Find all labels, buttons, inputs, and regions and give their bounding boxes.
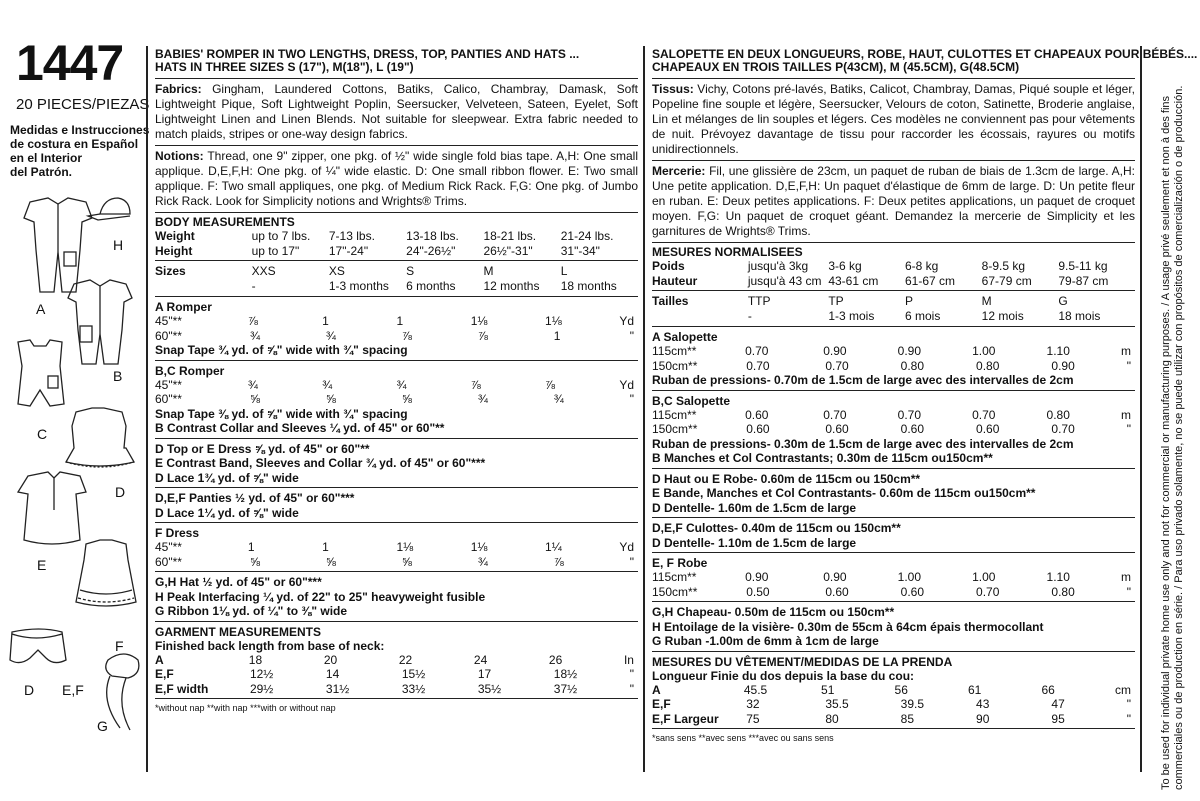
yardage-row: 45"** ¾ ¾ ¾ ⅞ ⅞ Yd xyxy=(155,377,635,392)
divider-line xyxy=(643,46,645,772)
d-lace-note: D Lace 1¾ yd. of ⅝" wide xyxy=(155,470,299,485)
d-lace-note: D Dentelle- 1.10m de 1.5cm de large xyxy=(652,535,857,550)
panties-note: D,E,F Culottes- 0.40m de 115cm ou 150cm** xyxy=(652,521,901,535)
d-lace-note: D Dentelle- 1.60m de 1.5cm de large xyxy=(652,500,857,515)
bc-romper-heading: B,C Salopette xyxy=(652,393,731,408)
spanish-instructions-note xyxy=(10,123,150,179)
garment-row: E,F Largeur 75 80 85 90 95 " xyxy=(652,711,1132,726)
ribbon-note: G Ruban -1.00m de 6mm à 1cm de large xyxy=(652,634,879,648)
contrast-note: B Contrast Collar and Sleeves ¼ yd. of 45" or 60"** xyxy=(155,421,445,435)
title-line-1: BABIES' ROMPER IN TWO LENGTHS, DRESS, TOP, PANTIES AND HATS ... xyxy=(155,47,580,61)
english-panel xyxy=(155,48,638,713)
peak-note: H Entoilage de la visière- 0.30m de 55cm à 64cm épais thermocollant xyxy=(652,619,1044,634)
notions-text: Mercerie: Fil, une glissière de 23cm, un paquet de ruban de biais de 1.3cm de large. A,H: Une petite application. D,E,F,H: Un paquet d'élastique de 6mm de large. D: Un petite fleur en ruban. E: Deux petites applications. F: Deux petites applications, un paquet de croquet moyen. F,G: Un paquet de croquet géant. Demandez la mercerie de Simplicity et les garnitures de Wrights® Trims. xyxy=(652,164,1135,238)
fabrics-text: Tissus: Vichy, Cotons pré-lavés, Batiks, Calicot, Chambray, Damas, Piqué souple et léger, Popeline fine souple et légère, Seersucker, Velours de coton, Satinette, Broderie anglaise, Lin et mélanges de lin souples et légers. Ces modèles ne conviennent pas pour vêtements de nuit. Prévoyez davantage de tissu pour raccorder les écossais, rayures ou motifs unidirectionnels. xyxy=(652,82,1135,156)
garment-measurements-heading: GARMENT MEASUREMENTS xyxy=(155,624,322,639)
footnote: *sans sens **avec sens ***avec ou sans sens xyxy=(652,733,834,743)
view-label-a: A xyxy=(36,301,46,317)
sizes-row: Tailles TTP TP P M G xyxy=(652,294,1068,308)
view-label-d: D xyxy=(115,484,126,500)
snap-tape-note: Snap Tape ¾ yd. of ⅝" wide with ¾" spacing xyxy=(155,343,408,357)
hat-note: G,H Hat ½ yd. of 45" or 60"*** xyxy=(155,575,322,589)
spanish-line: en el Interior xyxy=(10,151,83,165)
garment-row: E,F 32 35.5 39.5 43 47 " xyxy=(652,697,1132,711)
finished-length-label: Finished back length from base of neck: xyxy=(155,638,385,653)
e-band-note: E Contrast Band, Sleeves and Collar ¾ yd. of 45" or 60"*** xyxy=(155,456,486,470)
view-label-g: G xyxy=(97,718,108,734)
a-romper-heading: A Salopette xyxy=(652,330,718,344)
garment-row: A 45.5 51 56 61 66 cm xyxy=(652,682,1131,697)
height-row: Hauteur jusqu'à 43 cm 43-61 cm 61-67 cm 67-79 cm 79-87 cm xyxy=(652,273,1109,288)
disclaimer-line: To be used for individual private home use only and not for commercial or manufacturing purposes. / A usage privé seulement et non à des fins xyxy=(1160,95,1172,790)
panties-note: D,E,F Panties ½ yd. of 45" or 60"*** xyxy=(155,491,355,505)
pattern-number: 1447 xyxy=(16,35,124,91)
hat-note: G,H Chapeau- 0.50m de 115cm ou 150cm** xyxy=(652,605,895,619)
title-line-2: HATS IN THREE SIZES S (17"), M(18"), L (19") xyxy=(155,60,414,74)
garment-row: E,F 12½ 14 15½ 17 18½ " xyxy=(155,667,634,681)
usage-disclaimer xyxy=(1160,50,1186,790)
garment-measurements-heading: MESURES DU VÊTEMENT/MEDIDAS DE LA PRENDA xyxy=(652,654,953,669)
view-label-h: H xyxy=(113,237,124,253)
romper-c-sketch xyxy=(18,340,64,406)
garment-row: A 18 20 22 24 26 In xyxy=(155,652,634,667)
spanish-line: del Patrón. xyxy=(10,165,73,179)
disclaimer-line: commerciales ou de production en série. / Para uso privado solamente, no se puede utilizar con propósitos de comercialización o de producción. xyxy=(1173,85,1185,790)
footnote: *without nap **with nap ***with or without nap xyxy=(155,703,336,713)
f-dress-heading: F Dress xyxy=(155,526,200,540)
spanish-line: de costura en Español xyxy=(10,137,139,151)
height-row: Height up to 17" 17"-24" 24"-26½" 26½"-31" 31"-34" xyxy=(155,243,600,258)
hat-h-sketch xyxy=(88,198,130,220)
yardage-row: 45"** ⅞ 1 1 1⅛ 1⅛ Yd xyxy=(155,314,635,328)
dress-f-sketch xyxy=(76,540,136,606)
panties-sketch xyxy=(10,629,66,663)
yardage-row: 60"** ¾ ¾ ⅞ ⅞ 1 " xyxy=(155,328,634,343)
yardage-row: 115cm** 0.70 0.90 0.90 1.00 1.10 m xyxy=(652,344,1131,358)
yardage-row: 150cm** 0.60 0.60 0.60 0.60 0.70 " xyxy=(652,422,1132,436)
yardage-row: 115cm** 0.90 0.90 1.00 1.00 1.10 m xyxy=(652,570,1131,584)
view-label-d-panties: D xyxy=(24,682,35,698)
yardage-row: 60"** ⅝ ⅝ ⅝ ¾ ⅞ " xyxy=(155,554,634,569)
view-label-c: C xyxy=(37,426,48,442)
d-lace-note: D Lace 1¼ yd. of ⅝" wide xyxy=(155,505,299,520)
view-label-e: E xyxy=(37,557,47,573)
yardage-row: 150cm** 0.70 0.70 0.80 0.80 0.90 " xyxy=(652,358,1132,373)
ages-row: - 1-3 months 6 months 12 months 18 months xyxy=(251,278,617,293)
view-label-ef-panties: E,F xyxy=(62,682,84,698)
divider-line xyxy=(1140,46,1142,772)
snap-tape-note: Ruban de pressions- 0.30m de 1.5cm de large avec des intervalles de 2cm xyxy=(652,436,1074,451)
snap-tape-note: Ruban de pressions- 0.70m de 1.5cm de large avec des intervalles de 2cm xyxy=(652,373,1074,387)
e-band-note: E Bande, Manches et Col Contrastants- 0.60m de 115cm ou150cm** xyxy=(652,486,1036,500)
pieces-count: 20 PIECES/PIEZAS xyxy=(16,96,150,113)
f-dress-heading: E, F Robe xyxy=(652,556,708,570)
yardage-row: 45"** 1 1 1⅛ 1⅛ 1¼ Yd xyxy=(155,540,635,554)
weight-row: Weight up to 7 lbs. 7-13 lbs. 13-18 lbs. 18-21 lbs. 21-24 lbs. xyxy=(155,229,614,243)
body-measurements-heading: MESURES NORMALISEES xyxy=(652,245,803,259)
garment-sketches xyxy=(0,190,150,750)
dress-e-sketch xyxy=(18,472,86,544)
a-romper-heading: A Romper xyxy=(155,300,212,314)
body-measurements-heading: BODY MEASUREMENTS xyxy=(155,215,295,229)
romper-b-sketch xyxy=(68,280,132,364)
ribbon-note: G Ribbon 1⅛ yd. of ¼" to ⅜" wide xyxy=(155,604,348,618)
title-line-2: CHAPEAUX EN TROIS TAILLES P(43CM), M (45.5CM), G(48.5CM) xyxy=(652,60,1020,74)
d-top-note: D Haut ou E Robe- 0.60m de 115cm ou 150cm** xyxy=(652,471,921,486)
fabrics-text: Fabrics: Gingham, Laundered Cottons, Batiks, Calico, Chambray, Damask, Soft Lightweight Pique, Soft Lightweight Poplin, Seersucker, Velveteen, Sateen, Eyelet, Soft Lightweight Linen and Linen Blends. Not suitable for sleepwear. Extra fabric needed to match plaids, stripes or one-way design fabrics. xyxy=(155,82,638,141)
yardage-row: 60"** ⅝ ⅝ ⅝ ¾ ¾ " xyxy=(155,392,634,406)
yardage-row: 150cm** 0.50 0.60 0.60 0.70 0.80 " xyxy=(652,584,1132,599)
snap-tape-note: Snap Tape ⅜ yd. of ⅝" wide with ¾" spacing xyxy=(155,406,408,421)
d-top-note: D Top or E Dress ⅝ yd. of 45" or 60"** xyxy=(155,441,370,456)
peak-note: H Peak Interfacing ¼ yd. of 22" to 25" heavyweight fusible xyxy=(155,589,486,604)
ages-row: - 1-3 mois 6 mois 12 mois 18 mois xyxy=(747,308,1101,323)
spanish-line: Medidas e Instrucciones xyxy=(10,123,150,137)
sizes-row: Sizes XXS XS S M L xyxy=(155,264,568,278)
garment-row: E,F width 29½ 31½ 33½ 35½ 37½ " xyxy=(155,681,634,696)
contrast-note: B Manches et Col Contrastants; 0.30m de 115cm ou150cm** xyxy=(652,451,993,465)
divider-line xyxy=(146,46,148,772)
top-d-sketch xyxy=(66,408,134,467)
view-label-b: B xyxy=(113,368,123,384)
view-label-f: F xyxy=(115,638,124,654)
bonnet-g-sketch xyxy=(106,654,139,730)
title-line-1: SALOPETTE EN DEUX LONGUEURS, ROBE, HAUT, CULOTTES ET CHAPEAUX POUR BÉBÉS.... xyxy=(652,47,1198,61)
romper-a-sketch xyxy=(24,198,92,292)
weight-row: Poids jusqu'à 3kg 3-6 kg 6-8 kg 8-9.5 kg 9.5-11 kg xyxy=(652,259,1108,273)
finished-length-label: Longueur Finie du dos depuis la base du cou: xyxy=(652,668,915,683)
yardage-row: 115cm** 0.60 0.70 0.70 0.70 0.80 m xyxy=(652,407,1131,422)
notions-text: Notions: Thread, one 9" zipper, one pkg. of ½" wide single fold bias tape. A,H: One small applique. D,E,F,H: One pkg. of ¼" wide elastic. D: One small ribbon flower. E: Two small applique. F: Two small appliques, one pkg. of Medium Rick Rack. F,G: One pkg. of Jumbo Rick Rack. Look for Simplicity notions and Wrights® Trims. xyxy=(155,149,638,208)
bc-romper-heading: B,C Romper xyxy=(155,363,225,378)
